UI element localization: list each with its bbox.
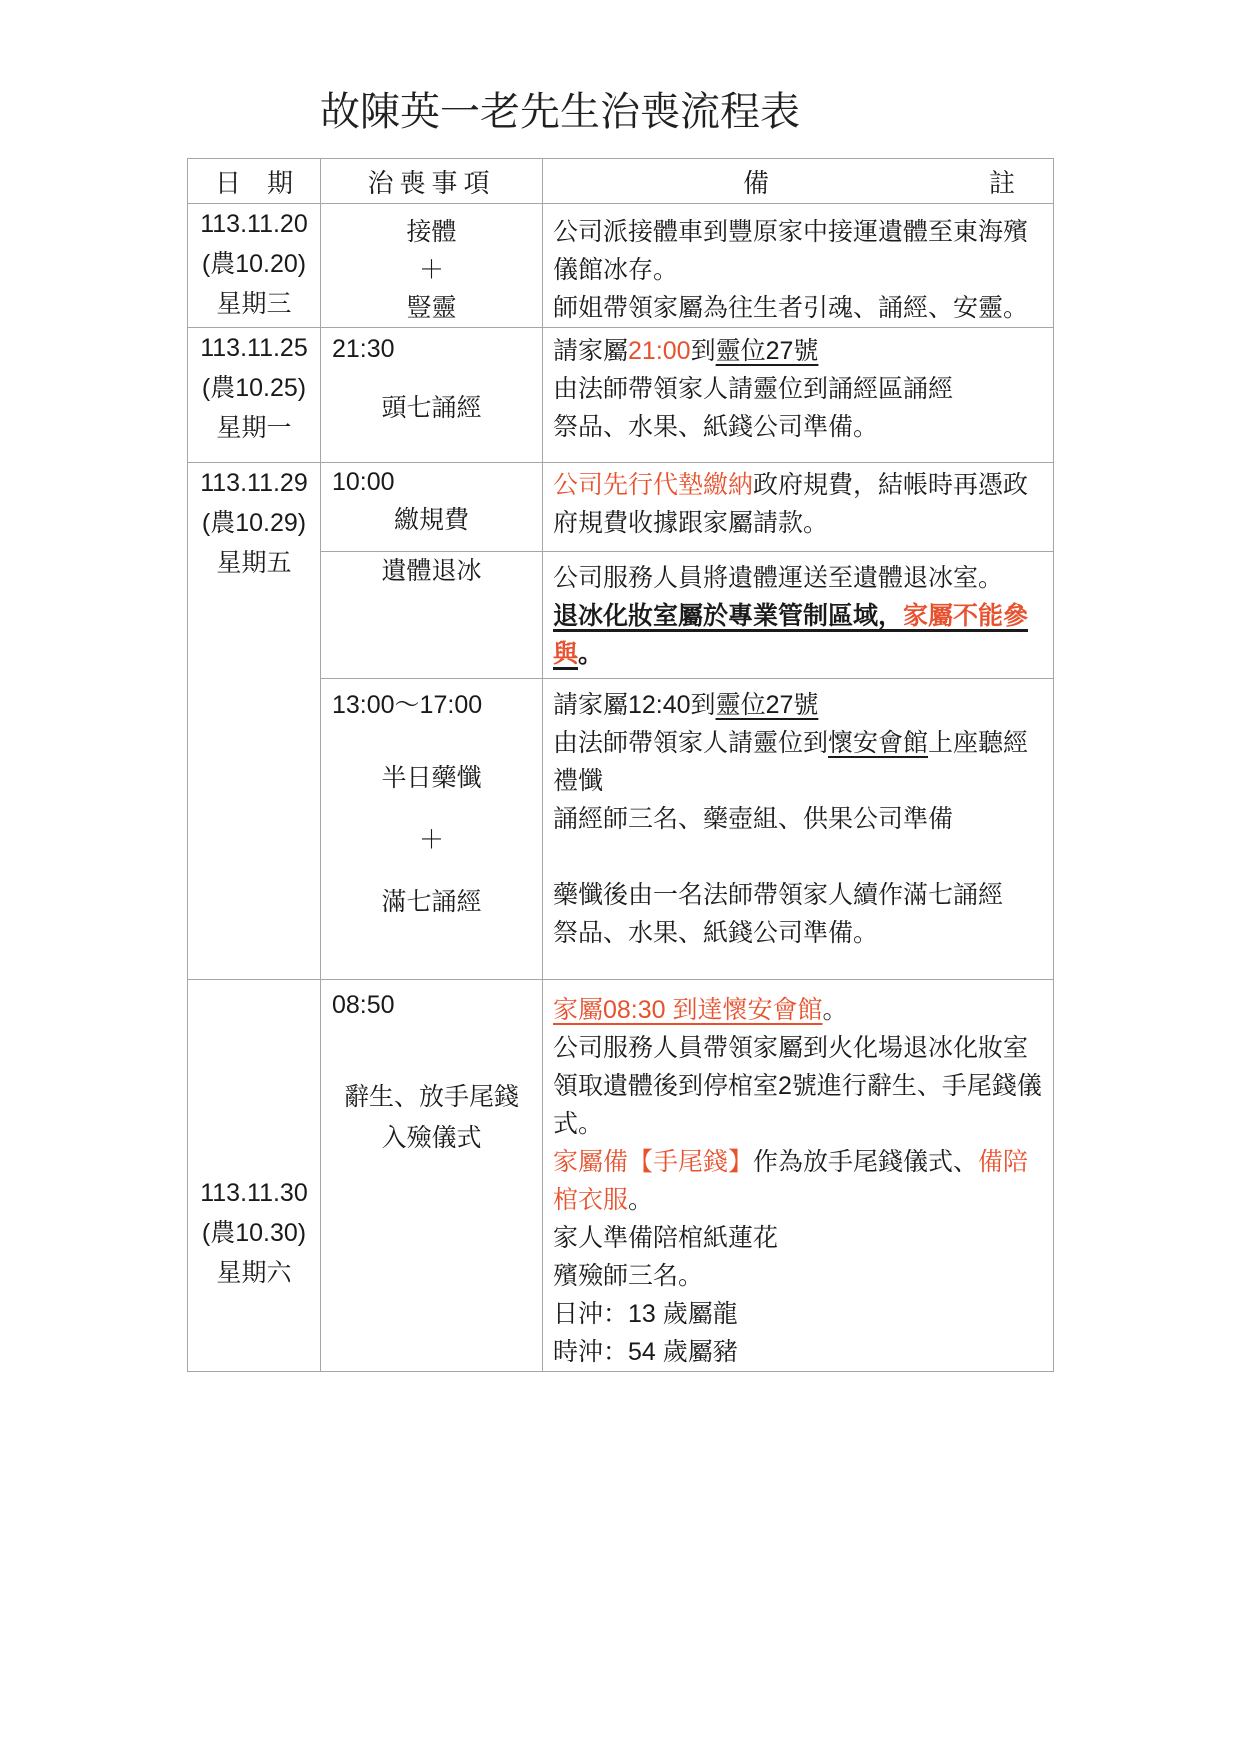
plus-sign: ＋	[418, 256, 444, 284]
note-text: 請家屬12:40到	[553, 691, 716, 719]
note-line: 時沖：54 歲屬豬	[553, 1338, 738, 1366]
date-weekday: 星期五	[216, 549, 292, 577]
note-text-red: 備陪	[978, 1148, 1029, 1176]
date-lunar: (農10.29)	[201, 509, 307, 537]
item-cell	[321, 204, 543, 328]
header-date-cell	[188, 159, 321, 204]
schedule-table	[187, 158, 1054, 1372]
date-solar: 113.11.29	[200, 469, 308, 497]
note-line: 祭品、水果、紙錢公司準備。	[553, 413, 879, 441]
header-note-label	[543, 159, 1053, 203]
note-line: 祭品、水果、紙錢公司準備。	[553, 919, 879, 947]
date-cell	[188, 980, 321, 1372]
note-line: 殯殮師三名。	[553, 1262, 704, 1290]
note-line: 師姐帶領家屬為往生者引魂、誦經、安靈。	[553, 294, 1029, 322]
item-label: 滿七誦經	[381, 888, 482, 916]
table-row	[188, 463, 1054, 552]
item-time: 13:00～17:00	[332, 691, 483, 719]
date-solar: 113.11.25	[200, 334, 308, 362]
note-line: 由法師帶領家人請靈位到誦經區誦經	[553, 375, 954, 403]
note-text: 政府規費，結帳時再憑政	[753, 471, 1029, 499]
note-text: 作為放手尾錢儀式、	[753, 1148, 979, 1176]
table-row	[188, 328, 1054, 463]
note-cell	[543, 679, 1054, 980]
date-solar: 113.11.20	[200, 210, 308, 238]
date-solar: 113.11.30	[200, 1179, 308, 1207]
note-text: 上座聽經	[928, 729, 1029, 757]
note-text: 退冰化妝室屬於專業管制區域，	[553, 602, 904, 630]
note-cell	[543, 204, 1054, 328]
page-title: 故陳英一老先生治喪流程表	[320, 90, 800, 134]
note-line	[553, 991, 1049, 1029]
item-label: 豎靈	[406, 294, 457, 322]
note-line: 禮懺	[553, 767, 604, 795]
note-line: 日沖：13 歲屬龍	[553, 1300, 738, 1328]
date-lunar: (農10.30)	[201, 1219, 307, 1247]
note-line	[553, 724, 1049, 762]
note-line	[553, 332, 1049, 370]
item-label: 接體	[406, 218, 457, 246]
date-cell	[188, 463, 321, 980]
date-lunar: (農10.20)	[201, 250, 307, 278]
note-line	[553, 1181, 1049, 1219]
table-header-row	[188, 159, 1054, 204]
item-time: 10:00	[332, 468, 395, 496]
item-label: 遺體退冰	[381, 557, 482, 585]
note-text-underline: 靈位27號	[715, 691, 819, 719]
item-cell	[321, 679, 543, 980]
note-line: 藥懺後由一名法師帶領家人續作滿七誦經	[553, 881, 1004, 909]
date-weekday: 星期三	[216, 290, 292, 318]
note-line: 家人準備陪棺紙蓮花	[553, 1224, 779, 1252]
table-row	[188, 980, 1054, 1372]
note-line: 府規費收據跟家屬請款。	[553, 509, 829, 537]
table-row	[188, 204, 1054, 328]
item-cell	[321, 463, 543, 552]
note-text-bold-underline	[553, 640, 578, 668]
note-text: 由法師帶領家人請靈位到	[553, 729, 829, 757]
note-cell	[543, 980, 1054, 1372]
note-text-underline: 靈位27號	[715, 337, 819, 365]
item-label: 半日藥懺	[381, 764, 482, 792]
note-text: 到	[690, 337, 716, 365]
note-line	[553, 635, 1049, 673]
item-time: 08:50	[332, 991, 395, 1019]
note-line	[553, 1143, 1049, 1181]
item-cell	[321, 328, 543, 463]
date-lunar: (農10.25)	[201, 374, 307, 402]
note-text-red: 棺衣服	[553, 1186, 629, 1214]
note-text: 。	[822, 996, 848, 1024]
item-label: 入殮儀式	[381, 1124, 482, 1152]
note-text-red: 與	[553, 640, 579, 668]
note-line	[553, 686, 1049, 724]
note-text-red-underline: 家屬08:30 到達懷安會館	[553, 996, 823, 1024]
date-weekday: 星期一	[216, 414, 292, 442]
header-note-cell	[543, 159, 1054, 204]
header-note-left: 備	[743, 168, 770, 198]
header-item-cell	[321, 159, 543, 204]
date-cell	[188, 204, 321, 328]
plus-sign: ＋	[418, 826, 444, 854]
note-text-red: 家屬不能參	[903, 602, 1029, 630]
header-item-label: 治喪事項	[367, 168, 496, 198]
note-text: 。	[628, 1186, 654, 1214]
note-text-bold-underline	[553, 602, 1028, 630]
item-label: 辭生、放手尾錢	[343, 1083, 519, 1111]
date-weekday: 星期六	[216, 1259, 292, 1287]
note-line: 儀館冰存。	[553, 256, 679, 284]
note-text-red: 21:00	[628, 337, 691, 365]
note-cell	[543, 552, 1054, 679]
note-line: 領取遺體後到停棺室2號進行辭生、手尾錢儀	[553, 1072, 1042, 1100]
note-line	[553, 466, 1049, 504]
note-line: 公司派接體車到豐原家中接運遺體至東海殯	[553, 218, 1029, 246]
note-line: 式。	[553, 1110, 604, 1138]
date-cell	[188, 328, 321, 463]
item-cell	[321, 552, 543, 679]
note-cell	[543, 463, 1054, 552]
note-text-underline: 懷安會館	[828, 729, 929, 757]
note-text: 請家屬	[553, 337, 629, 365]
note-text: 。	[578, 640, 604, 668]
item-label: 繳規費	[393, 506, 469, 534]
note-text-red: 公司先行代墊繳納	[553, 471, 754, 499]
note-line: 公司服務人員帶領家屬到火化場退冰化妝室	[553, 1034, 1029, 1062]
note-line: 公司服務人員將遺體運送至遺體退冰室。	[553, 564, 1004, 592]
note-line: 誦經師三名、藥壺組、供果公司準備	[553, 805, 954, 833]
header-date-label: 日 期	[214, 168, 293, 198]
note-cell	[543, 328, 1054, 463]
item-cell	[321, 980, 543, 1372]
item-time: 21:30	[332, 335, 395, 363]
note-text-red: 家屬備【手尾錢】	[553, 1148, 754, 1176]
item-label: 頭七誦經	[381, 394, 482, 422]
note-line	[553, 597, 1049, 635]
header-note-right: 註	[988, 168, 1015, 198]
